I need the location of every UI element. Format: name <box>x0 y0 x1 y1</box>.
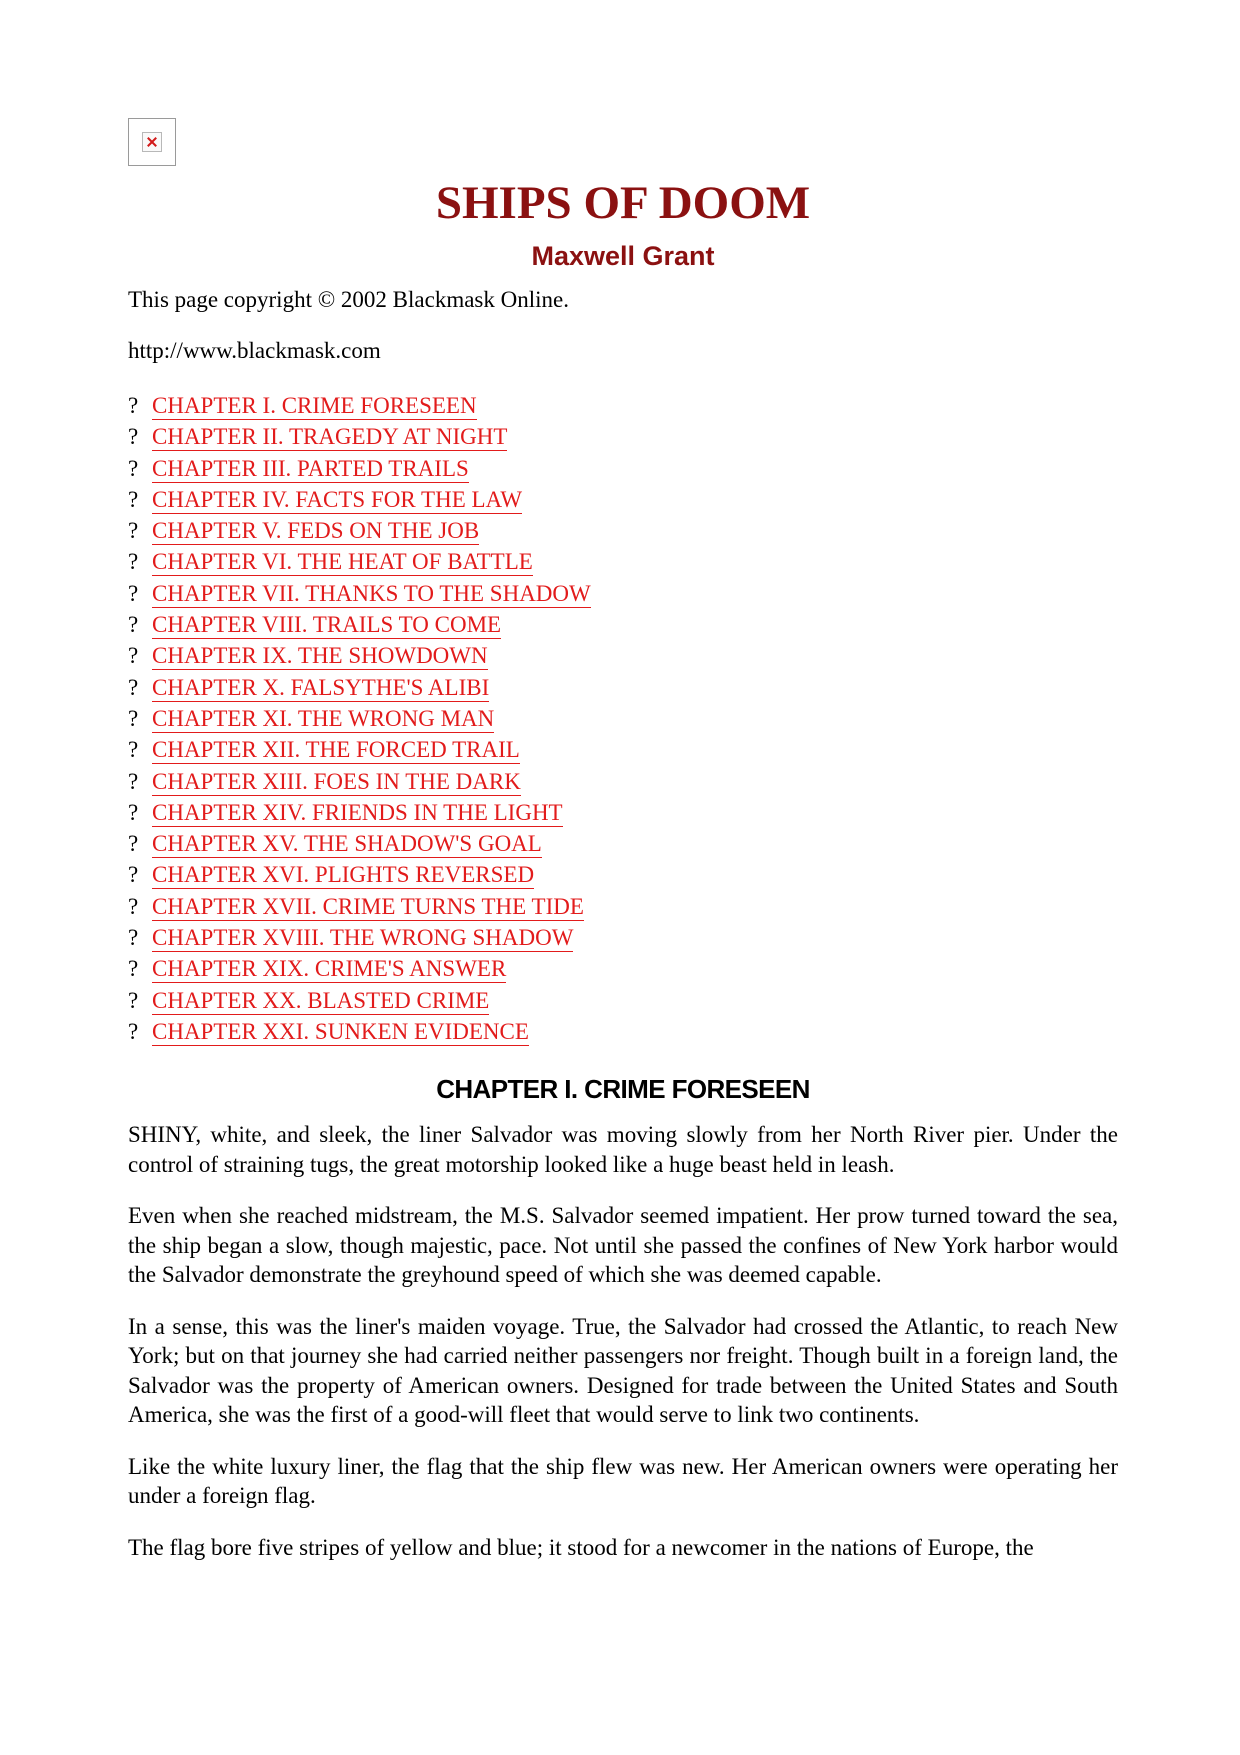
toc-chapter-link[interactable]: CHAPTER VI. THE HEAT OF BATTLE <box>152 549 533 575</box>
toc-item <box>128 861 1118 892</box>
toc-item <box>128 392 1118 423</box>
author-name: Maxwell Grant <box>531 241 715 271</box>
toc-item <box>128 799 1118 830</box>
toc-chapter-link[interactable]: CHAPTER XV. THE SHADOW'S GOAL <box>152 831 542 857</box>
broken-image-icon <box>128 118 176 166</box>
toc-bullet: ? <box>128 549 139 575</box>
body-paragraph: SHINY, white, and sleek, the liner Salvador was moving slowly from her North River pier. Under the control of straining tugs, the great motorship looked like a huge beast held in leash. <box>128 1122 1118 1177</box>
toc-chapter-link[interactable]: CHAPTER VIII. TRAILS TO COME <box>152 612 502 638</box>
body-paragraph: Even when she reached midstream, the M.S. Salvador seemed impatient. Her prow turned toward the sea, the ship began a slow, though majestic, pace. Not until she passed the confines of New York harbor would the Salvador demonstrate the greyhound speed of which she was deemed capable. <box>128 1203 1118 1288</box>
toc-chapter-link[interactable]: CHAPTER XIII. FOES IN THE DARK <box>152 768 521 794</box>
toc-item <box>128 830 1118 861</box>
toc-item <box>128 486 1118 517</box>
toc-item <box>128 642 1118 673</box>
toc-bullet: ? <box>128 705 139 731</box>
toc-chapter-link[interactable]: CHAPTER I. CRIME FORESEEN <box>152 393 477 418</box>
chapter-heading: CHAPTER I. CRIME FORESEEN <box>436 1074 810 1105</box>
toc-item <box>128 548 1118 579</box>
toc-chapter-link[interactable]: CHAPTER V. FEDS ON THE JOB <box>152 518 480 544</box>
toc-bullet: ? <box>128 643 139 669</box>
toc-bullet: ? <box>128 925 139 951</box>
book-title: SHIPS OF DOOM <box>435 177 811 229</box>
toc-item <box>128 924 1118 955</box>
toc-item <box>128 517 1118 548</box>
broken-image-glyph <box>142 132 162 152</box>
toc-bullet: ? <box>128 424 139 450</box>
copyright-notice: This page copyright © 2002 Blackmask Online. <box>128 287 569 312</box>
toc-chapter-link[interactable]: CHAPTER XX. BLASTED CRIME <box>152 987 490 1013</box>
table-of-contents <box>128 392 1118 1049</box>
toc-chapter-link[interactable]: CHAPTER IV. FACTS FOR THE LAW <box>152 486 523 512</box>
toc-chapter-link[interactable]: CHAPTER XI. THE WRONG MAN <box>152 705 495 731</box>
toc-item <box>128 987 1118 1018</box>
toc-item <box>128 455 1118 486</box>
toc-bullet: ? <box>128 580 139 606</box>
body-paragraph: Like the white luxury liner, the flag that the ship flew was new. Her American owners were operating her under a foreign flag. <box>128 1453 1118 1509</box>
toc-chapter-link[interactable]: CHAPTER II. TRAGEDY AT NIGHT <box>152 424 508 450</box>
toc-bullet: ? <box>128 393 139 418</box>
toc-item <box>128 768 1118 799</box>
toc-chapter-link[interactable]: CHAPTER IX. THE SHOWDOWN <box>152 643 488 669</box>
toc-bullet: ? <box>128 1018 139 1044</box>
toc-item <box>128 611 1118 642</box>
toc-bullet: ? <box>128 862 139 888</box>
toc-bullet: ? <box>128 737 139 763</box>
toc-item <box>128 674 1118 705</box>
toc-chapter-link[interactable]: CHAPTER XVI. PLIGHTS REVERSED <box>152 862 535 888</box>
toc-chapter-link[interactable]: CHAPTER XXI. SUNKEN EVIDENCE <box>152 1018 529 1044</box>
toc-bullet: ? <box>128 893 139 919</box>
toc-chapter-link[interactable]: CHAPTER XIX. CRIME'S ANSWER <box>152 956 507 982</box>
toc-chapter-link[interactable]: CHAPTER XII. THE FORCED TRAIL <box>152 737 520 763</box>
toc-chapter-link[interactable]: CHAPTER X. FALSYTHE'S ALIBI <box>152 674 490 700</box>
toc-chapter-link[interactable]: CHAPTER VII. THANKS TO THE SHADOW <box>152 580 591 606</box>
toc-item <box>128 893 1118 924</box>
chapter-body <box>128 1120 1118 1562</box>
toc-item <box>128 955 1118 986</box>
body-paragraph: The flag bore five stripes of yellow and blue; it stood for a newcomer in the nations of Europe, the <box>128 1534 1034 1560</box>
toc-bullet: ? <box>128 768 139 794</box>
toc-item <box>128 736 1118 767</box>
toc-bullet: ? <box>128 674 139 700</box>
toc-chapter-link[interactable]: CHAPTER XIV. FRIENDS IN THE LIGHT <box>152 799 563 825</box>
toc-bullet: ? <box>128 956 139 982</box>
toc-bullet: ? <box>128 987 139 1013</box>
toc-bullet: ? <box>128 455 139 481</box>
toc-item <box>128 1018 1118 1049</box>
toc-bullet: ? <box>128 518 139 544</box>
toc-chapter-link[interactable]: CHAPTER XVII. CRIME TURNS THE TIDE <box>152 893 584 919</box>
toc-bullet: ? <box>128 799 139 825</box>
site-url: http://www.blackmask.com <box>128 338 381 363</box>
document-page <box>128 118 1118 1562</box>
body-paragraph: In a sense, this was the liner's maiden voyage. True, the Salvador had crossed the Atlantic, to reach New York; but on that journey she had carried neither passengers nor freight. Though built in a foreign land, the Salvador was the property of American owners. Designed for trade between the United States and South America, she was the first of a good-will fleet that would serve to link two continents. <box>128 1313 1118 1428</box>
toc-bullet: ? <box>128 612 139 638</box>
toc-bullet: ? <box>128 486 139 512</box>
toc-item <box>128 580 1118 611</box>
toc-item <box>128 705 1118 736</box>
toc-item <box>128 423 1118 454</box>
toc-chapter-link[interactable]: CHAPTER XVIII. THE WRONG SHADOW <box>152 925 574 951</box>
toc-bullet: ? <box>128 831 139 857</box>
toc-chapter-link[interactable]: CHAPTER III. PARTED TRAILS <box>152 455 469 481</box>
